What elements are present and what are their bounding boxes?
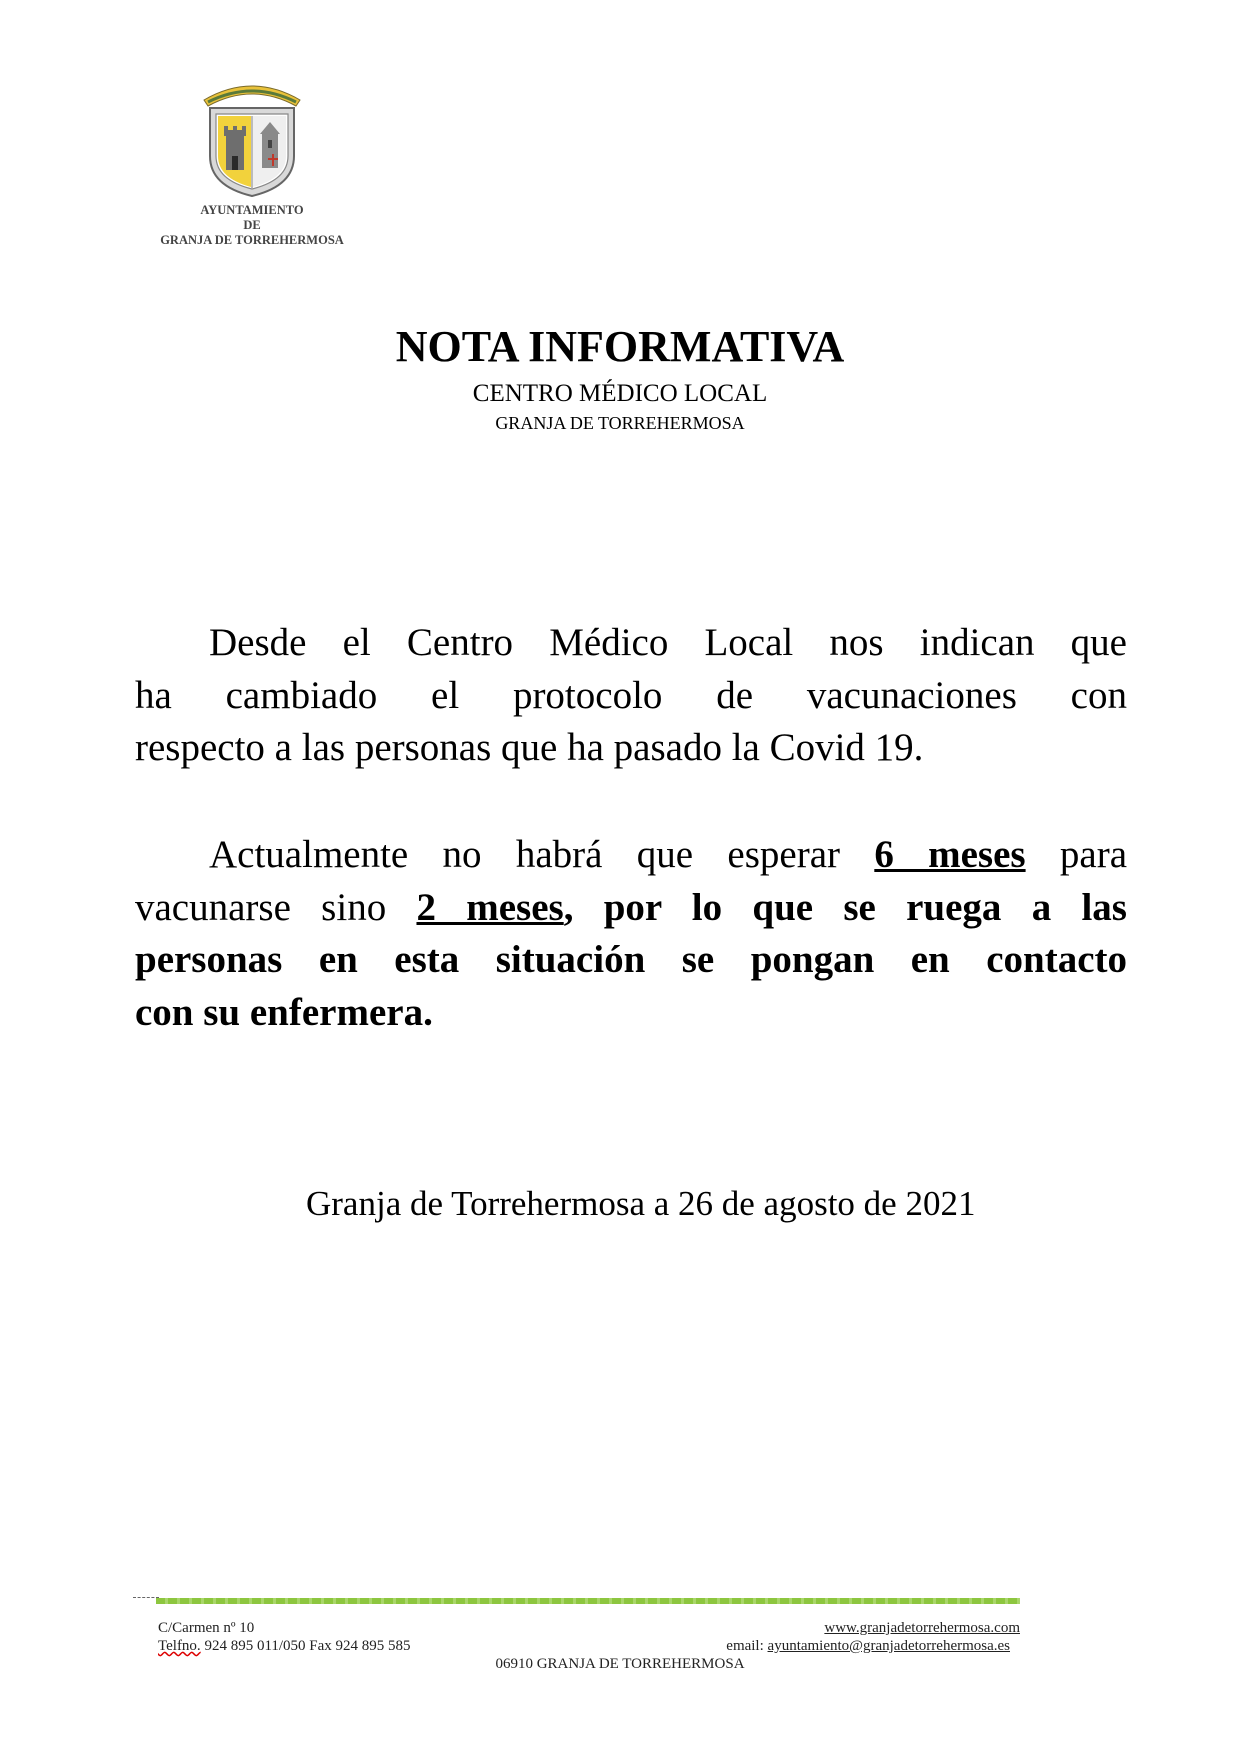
paragraph-line (135, 934, 1127, 987)
paragraph-line: ha cambiado el protocolo de vacunaciones con (135, 673, 1127, 717)
date-line: Granja de Torrehermosa a 26 de agosto de 2021 (306, 1184, 976, 1223)
paragraph-line: Desde el Centro Médico Local nos indican que (209, 621, 1127, 664)
footer-address: C/Carmen nº 10 (158, 1620, 255, 1636)
paragraph-line: respecto a las personas que ha pasado la Covid 19. (135, 726, 924, 769)
paragraph-line (135, 829, 1127, 882)
text-run: Actualmente no habrá que esperar (209, 833, 875, 876)
footer-postal-address: 06910 GRANJA DE TORREHERMOSA (495, 1656, 745, 1672)
paragraph-protocol-change (135, 617, 1127, 775)
phone-label: Telfno. (158, 1638, 201, 1654)
footer-email (726, 1638, 1010, 1655)
footer-phone (158, 1638, 411, 1655)
document-subtitle: CENTRO MÉDICO LOCAL (472, 380, 768, 407)
text-run: para (1025, 833, 1128, 876)
email-label: email: (726, 1638, 768, 1654)
paragraph-line (135, 882, 1127, 935)
bold-run: personas en esta situación se pongan en contacto (135, 938, 1127, 981)
document-subtitle-town: GRANJA DE TORREHERMOSA (495, 413, 745, 433)
paragraph-line (135, 987, 1127, 1040)
crest-caption (120, 203, 384, 248)
document-title: NOTA INFORMATIVA (395, 322, 845, 371)
crest-caption-line: GRANJA DE TORREHERMOSA (160, 233, 344, 247)
footer-website-link[interactable]: www.granjadetorrehermosa.com (824, 1620, 1020, 1636)
bold-run: , por lo que se ruega a las (563, 885, 1127, 929)
paragraph-vaccination-wait (135, 829, 1127, 1039)
phone-number: 924 895 011/050 Fax 924 895 585 (200, 1638, 411, 1654)
footer-email-link[interactable]: ayuntamiento@granjadetorrehermosa.es (767, 1638, 1010, 1654)
highlight-two-months: 2 meses (416, 885, 564, 929)
crest-caption-line: DE (243, 218, 261, 232)
bold-run: con su enfermera. (135, 990, 433, 1034)
highlight-six-months: 6 meses (874, 833, 1026, 876)
text-run: vacunarse sino (135, 885, 417, 929)
footer (0, 1620, 1240, 1680)
footer-divider (156, 1598, 1020, 1604)
crest-caption-line: AYUNTAMIENTO (200, 203, 304, 217)
coat-of-arms-logo (196, 78, 308, 200)
